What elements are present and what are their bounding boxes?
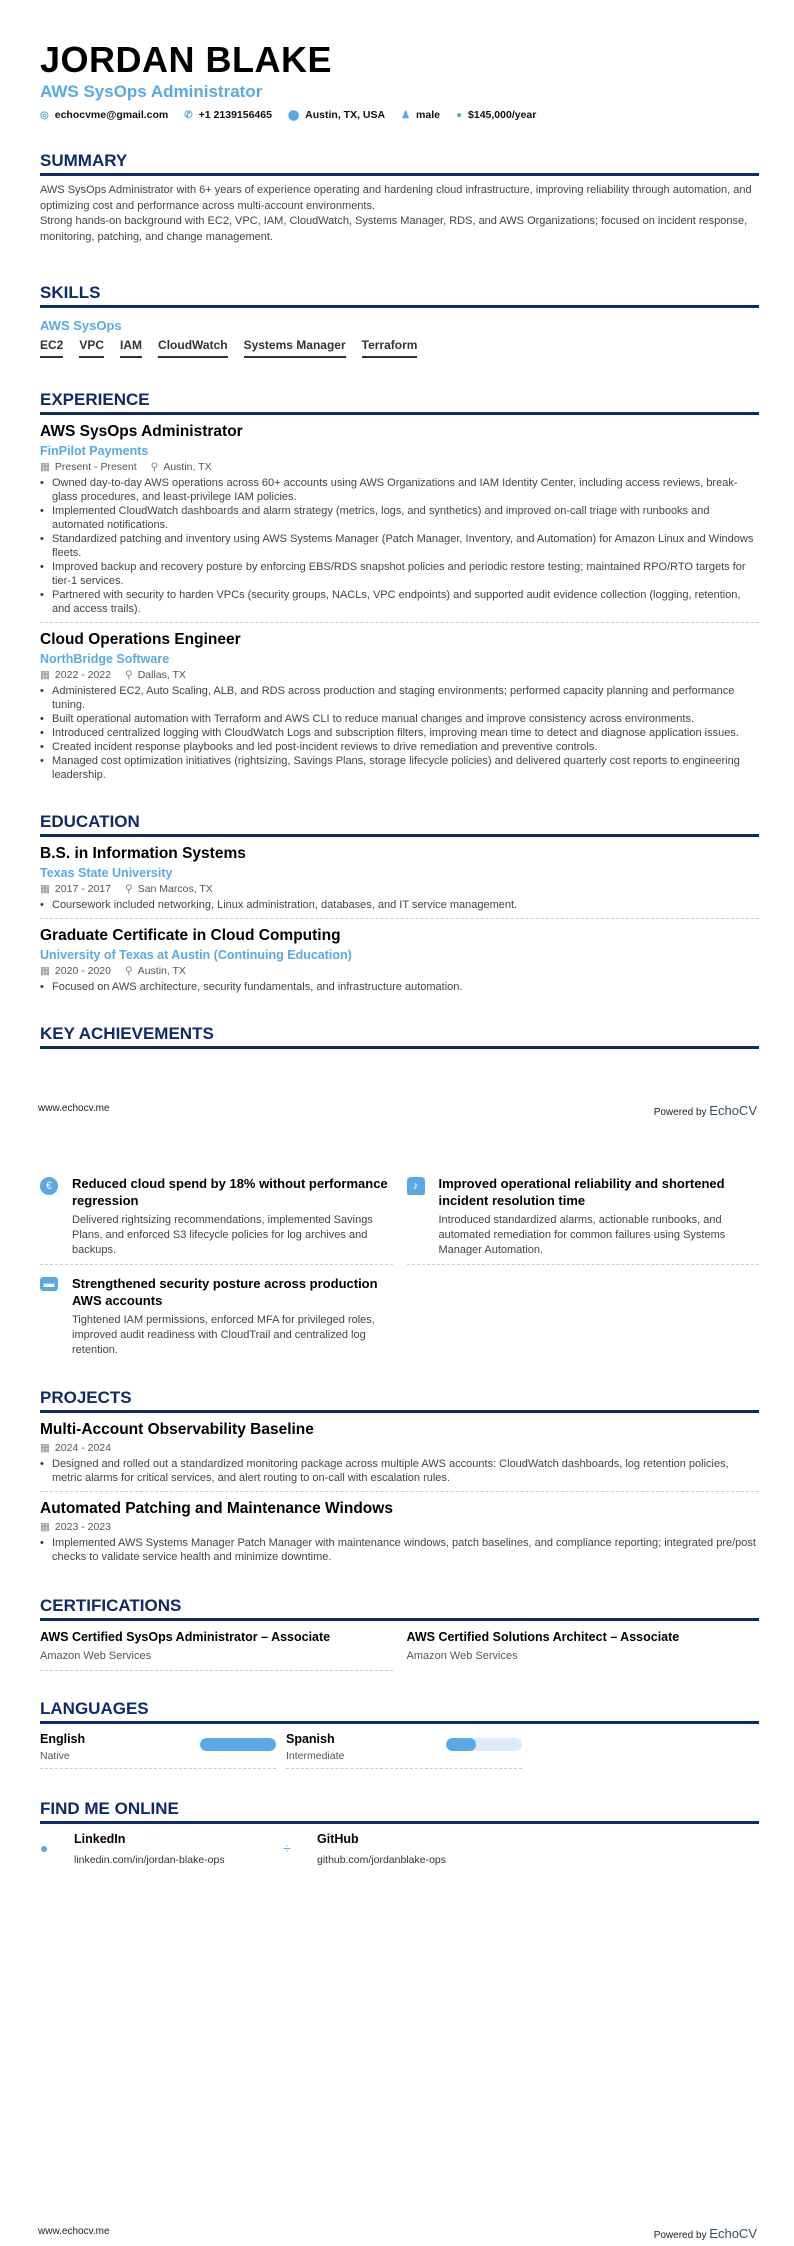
page-footer: [38, 2226, 757, 2241]
certification-item: [40, 1621, 393, 1671]
at-icon: ◎: [40, 110, 49, 121]
brand-logo: EchoCV: [709, 2226, 757, 2241]
cert-title: AWS Certified Solutions Architect – Associate: [406, 1630, 680, 1644]
certifications-section: [40, 1596, 759, 1671]
contact-text: male: [416, 109, 440, 121]
achievement-title: Improved operational reliability and shortened incident resolution time: [438, 1176, 725, 1208]
location: San Marcos, TX: [137, 883, 213, 895]
location: Austin, TX: [137, 965, 186, 977]
bullet: • Partnered with security to harden VPCs (security groups, NACLs, VPC endpoints) and supported audit evidence collection (logging, retention, and access trails).: [40, 588, 759, 616]
euro-icon: €: [40, 1177, 58, 1195]
achievements-section: [40, 1024, 759, 1049]
powered-by: [654, 2226, 757, 2241]
section-heading: SKILLS: [40, 283, 759, 308]
bell-icon: ♪: [407, 1177, 425, 1195]
achievement-text: Tightened IAM permissions, enforced MFA for privileged roles, improved audit readiness with CloudTrail and centralized log retention.: [72, 1314, 375, 1356]
education-entry: [40, 837, 759, 919]
section-heading: CERTIFICATIONS: [40, 1596, 759, 1621]
experience-entry: [40, 623, 759, 788]
github-link[interactable]: [283, 1832, 526, 1866]
location-icon: ⚲: [124, 669, 133, 681]
contact-text: Austin, TX, USA: [305, 109, 386, 121]
phone-icon: ✆: [184, 110, 193, 121]
dates: Present - Present: [54, 461, 137, 473]
language-item: [286, 1732, 522, 1769]
location-icon: ⚲: [124, 883, 133, 895]
job-title: Cloud Operations Engineer: [40, 631, 241, 648]
section-heading: SUMMARY: [40, 151, 759, 176]
bullet: • Improved backup and recovery posture by enforcing EBS/RDS snapshot policies and periodic restore testing; maintained RPO/RTO targets for tier-1 services.: [40, 560, 759, 588]
experience-section: [40, 390, 759, 788]
link-name: LinkedIn: [74, 1832, 126, 1846]
bullet: • Focused on AWS architecture, security fundamentals, and infrastructure automation.: [40, 980, 759, 994]
skill-category: AWS SysOps: [40, 318, 122, 333]
section-heading: PROJECTS: [40, 1388, 759, 1413]
language-name: Spanish: [286, 1732, 335, 1746]
contact-bar: [40, 109, 759, 121]
language-item: [40, 1732, 276, 1769]
section-heading: FIND ME ONLINE: [40, 1799, 759, 1824]
skill-chip: Systems Manager: [244, 338, 346, 358]
footer-site-link[interactable]: www.echocv.me: [38, 2226, 110, 2237]
experience-entry: [40, 415, 759, 623]
powered-by: [654, 1103, 757, 1118]
achievement-title: Reduced cloud spend by 18% without performance regression: [72, 1176, 388, 1208]
location-icon: ⚲: [150, 461, 159, 473]
achievement-text: Delivered rightsizing recommendations, implemented Savings Plans, and enforced S3 lifecycle policies for log archives and backups.: [72, 1214, 373, 1256]
bullet: • Built operational automation with Terraform and AWS CLI to reduce manual changes and improve consistency across environments.: [40, 712, 759, 726]
page-footer: [38, 1103, 757, 1118]
education-entry: [40, 919, 759, 1000]
cert-title: AWS Certified SysOps Administrator – Associate: [40, 1630, 331, 1644]
linkedin-link[interactable]: [40, 1832, 283, 1866]
cert-issuer: Amazon Web Services: [40, 1650, 152, 1662]
proficiency-bar: [446, 1738, 522, 1751]
company-name: FinPilot Payments: [40, 444, 149, 458]
calendar-icon: ▦: [40, 965, 50, 977]
calendar-icon: ▦: [40, 1442, 50, 1454]
bullet: • Introduced centralized logging with CloudWatch Logs and subscription filters, improving mean time to detect and diagnose application issues.: [40, 726, 759, 740]
dates: 2020 - 2020: [54, 965, 111, 977]
location: Austin, TX: [163, 461, 212, 473]
contact-gender: [401, 109, 440, 121]
education-section: [40, 812, 759, 1000]
online-section: [40, 1799, 759, 1866]
bullet: • Designed and rolled out a standardized monitoring package across multiple AWS accounts: CloudWatch dashboards, log retention policies, metric alarms for critical services, and alert routing to on-call with escalation rules.: [40, 1457, 759, 1485]
contact-text: $145,000/year: [468, 109, 537, 121]
calendar-icon: ▦: [40, 1521, 50, 1533]
bullet: • Administered EC2, Auto Scaling, ALB, and RDS across production and staging environments; performed capacity planning and performance tuning.: [40, 684, 759, 712]
skill-chip: IAM: [120, 338, 142, 358]
languages-section: [40, 1699, 759, 1769]
degree: Graduate Certificate in Cloud Computing: [40, 927, 341, 944]
github-icon: ÷: [283, 1840, 291, 1856]
candidate-title: AWS SysOps Administrator: [40, 82, 263, 101]
projects-section: [40, 1388, 759, 1570]
section-heading: EXPERIENCE: [40, 390, 759, 415]
section-heading: KEY ACHIEVEMENTS: [40, 1024, 759, 1049]
calendar-icon: ▦: [40, 461, 50, 473]
location-icon: ⚲: [124, 965, 133, 977]
bullet: • Created incident response playbooks and led post-incident reviews to drive remediation and preventive controls.: [40, 740, 759, 754]
brand-logo: EchoCV: [709, 1103, 757, 1118]
bullet: • Managed cost optimization initiatives (rightsizing, Savings Plans, storage lifecycle policies) and delivered quarterly cost reports to engineering leadership.: [40, 754, 759, 782]
powered-label: Powered by: [653, 1107, 707, 1118]
location: Dallas, TX: [137, 669, 186, 681]
achievements-grid: [40, 1165, 759, 1364]
company-name: NorthBridge Software: [40, 652, 170, 666]
bullet: • Standardized patching and inventory using AWS Systems Manager (Patch Manager, Inventory, and Automation) for Amazon Linux and Windows fleets.: [40, 532, 759, 560]
link-name: GitHub: [317, 1832, 359, 1846]
contact-phone[interactable]: [184, 109, 272, 121]
contact-email[interactable]: [40, 109, 168, 121]
certification-item: [407, 1621, 760, 1671]
cert-issuer: Amazon Web Services: [406, 1650, 518, 1662]
powered-label: Powered by: [653, 2230, 707, 2241]
proficiency-fill: [446, 1738, 476, 1751]
summary-section: [40, 151, 759, 245]
calendar-icon: ▦: [40, 669, 50, 681]
language-level: Native: [40, 1750, 70, 1762]
achievement-item: [407, 1165, 760, 1265]
language-level: Intermediate: [286, 1750, 345, 1762]
page-2: [0, 1123, 794, 2246]
summary-text: AWS SysOps Administrator with 6+ years of experience operating and hardening cloud infrastructure, improving reliability through automation, and optimizing cost and performance across multi-account environments.: [40, 184, 752, 212]
project-title: Automated Patching and Maintenance Windows: [40, 1500, 393, 1517]
proficiency-bar: [200, 1738, 276, 1751]
dates: 2023 - 2023: [54, 1521, 111, 1533]
linkedin-icon: ●: [40, 1840, 49, 1856]
link-url[interactable]: linkedin.com/in/jordan-blake-ops: [74, 1854, 225, 1866]
candidate-name: JORDAN BLAKE: [40, 39, 333, 80]
job-title: AWS SysOps Administrator: [40, 423, 243, 440]
bullet: • Coursework included networking, Linux administration, databases, and IT service management.: [40, 898, 759, 912]
summary-text: Strong hands-on background with EC2, VPC, IAM, CloudWatch, Systems Manager, RDS, and AWS Organizations; focused on incident response, monitoring, patching, and change management.: [40, 215, 748, 243]
dates: 2017 - 2017: [54, 883, 111, 895]
money-icon: ●: [455, 110, 463, 121]
dates: 2022 - 2022: [54, 669, 111, 681]
bullet: • Owned day-to-day AWS operations across 60+ accounts using AWS Organizations and IAM Identity Center, including access reviews, break-glass procedures, and least-privilege IAM policies.: [40, 476, 759, 504]
location-icon: ⬤: [287, 110, 300, 121]
skill-chip: CloudWatch: [158, 338, 228, 358]
school-name: University of Texas at Austin (Continuing Education): [40, 948, 352, 962]
skill-chip: VPC: [79, 338, 104, 358]
user-icon: ♟: [401, 110, 411, 121]
proficiency-fill: [200, 1738, 276, 1751]
section-heading: LANGUAGES: [40, 1699, 759, 1724]
link-url[interactable]: github.com/jordanblake-ops: [317, 1854, 446, 1866]
dates: 2024 - 2024: [54, 1442, 111, 1454]
bullet: • Implemented AWS Systems Manager Patch Manager with maintenance windows, patch baselines, and compliance reporting; integrated pre/post checks to validate service health and minimize downtime.: [40, 1536, 759, 1564]
contact-location: [288, 109, 385, 121]
achievement-item: [40, 1265, 393, 1364]
contact-text: echocvme@gmail.com: [54, 109, 169, 121]
footer-site-link[interactable]: www.echocv.me: [38, 1103, 110, 1114]
school-name: Texas State University: [40, 866, 173, 880]
achievement-item: [40, 1165, 393, 1265]
project-title: Multi-Account Observability Baseline: [40, 1421, 314, 1438]
calendar-icon: ▦: [40, 883, 50, 895]
language-name: English: [40, 1732, 86, 1746]
skill-chip: Terraform: [362, 338, 418, 358]
achievement-text: Introduced standardized alarms, actionable runbooks, and automated remediation for common failures using Systems Manager Automation.: [438, 1214, 726, 1256]
project-entry: [40, 1492, 759, 1570]
contact-salary: [456, 109, 536, 121]
degree: B.S. in Information Systems: [40, 845, 246, 862]
bullet: • Implemented CloudWatch dashboards and alarm strategy (metrics, logs, and synthetics) and improved on-call triage with runbooks and automated notifications.: [40, 504, 759, 532]
skills-section: [40, 283, 759, 358]
card-icon: ▬: [40, 1277, 58, 1291]
skill-chip: EC2: [40, 338, 63, 358]
contact-text: +1 2139156465: [198, 109, 272, 121]
achievement-title: Strengthened security posture across production AWS accounts: [72, 1276, 378, 1308]
section-heading: EDUCATION: [40, 812, 759, 837]
project-entry: [40, 1413, 759, 1492]
